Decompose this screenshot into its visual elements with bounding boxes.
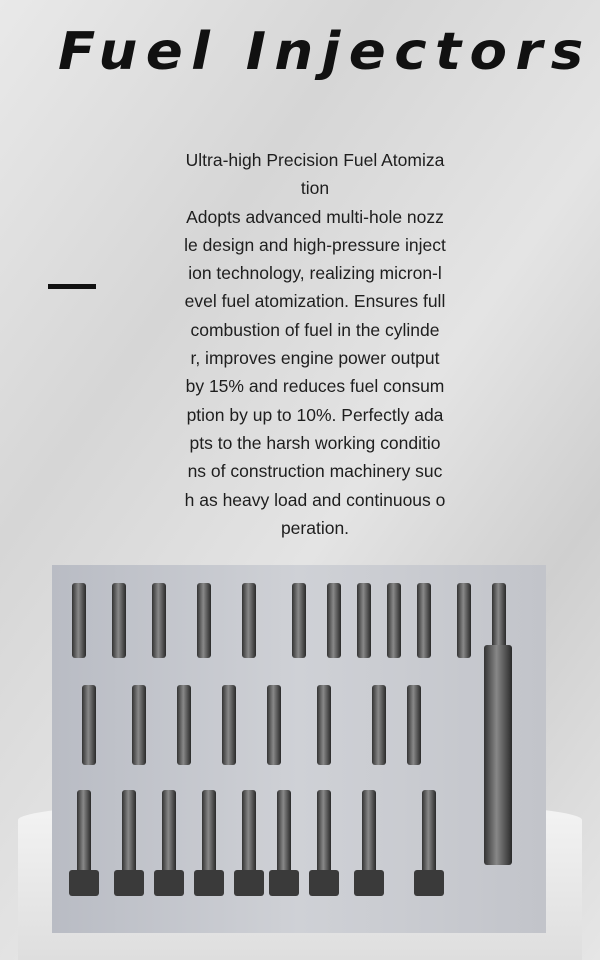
injector-shape xyxy=(457,583,471,658)
injector-shape xyxy=(77,790,91,880)
description-line: Adopts advanced multi-hole nozz xyxy=(186,206,444,227)
injector-shape xyxy=(72,583,86,658)
injector-shape xyxy=(177,685,191,765)
injector-base-shape xyxy=(154,870,184,896)
description-line: ion technology, realizing micron-l xyxy=(188,263,442,284)
description-line: peration. xyxy=(280,517,350,538)
injector-base-shape xyxy=(354,870,384,896)
injector-shape xyxy=(422,790,436,880)
injector-shape xyxy=(387,583,401,658)
description-line: ption by up to 10%. Perfectly ada xyxy=(186,404,444,425)
product-description xyxy=(150,146,480,542)
injector-shape xyxy=(327,583,341,658)
injector-shape xyxy=(202,790,216,880)
description-line: le design and high-pressure inject xyxy=(184,234,446,255)
injector-base-shape xyxy=(414,870,444,896)
injector-shape xyxy=(197,583,211,658)
description-line: tion xyxy=(300,178,330,199)
injector-shape xyxy=(372,685,386,765)
injector-shape xyxy=(484,645,512,865)
injector-shape xyxy=(277,790,291,880)
page-title: Fuel Injectors xyxy=(58,22,592,82)
product-photo-fuel-injectors xyxy=(52,565,546,933)
injector-shape xyxy=(317,685,331,765)
injector-shape xyxy=(292,583,306,658)
injector-shape xyxy=(162,790,176,880)
description-line: ns of construction machinery suc xyxy=(187,461,443,482)
injector-base-shape xyxy=(114,870,144,896)
injector-shape xyxy=(317,790,331,880)
description-line: r, improves engine power output xyxy=(190,348,440,369)
injector-shape xyxy=(267,685,281,765)
injector-shape xyxy=(407,685,421,765)
injector-shape xyxy=(417,583,431,658)
injector-shape xyxy=(152,583,166,658)
injector-shape xyxy=(82,685,96,765)
injector-base-shape xyxy=(269,870,299,896)
injector-shape xyxy=(242,790,256,880)
injector-shape xyxy=(132,685,146,765)
injector-base-shape xyxy=(309,870,339,896)
injector-shape xyxy=(112,583,126,658)
description-line: pts to the harsh working conditio xyxy=(189,432,441,453)
injector-shape xyxy=(222,685,236,765)
injector-base-shape xyxy=(194,870,224,896)
injector-shape xyxy=(357,583,371,658)
injector-shape xyxy=(242,583,256,658)
description-line: by 15% and reduces fuel consum xyxy=(185,376,445,397)
description-line: Ultra-high Precision Fuel Atomiza xyxy=(185,150,445,170)
description-line: combustion of fuel in the cylinde xyxy=(190,319,440,340)
injector-shape xyxy=(122,790,136,880)
injector-shape xyxy=(362,790,376,880)
injector-base-shape xyxy=(69,870,99,896)
decorative-divider xyxy=(48,284,96,289)
injector-base-shape xyxy=(234,870,264,896)
description-line: h as heavy load and continuous o xyxy=(184,489,446,510)
description-line: evel fuel atomization. Ensures full xyxy=(184,291,446,312)
